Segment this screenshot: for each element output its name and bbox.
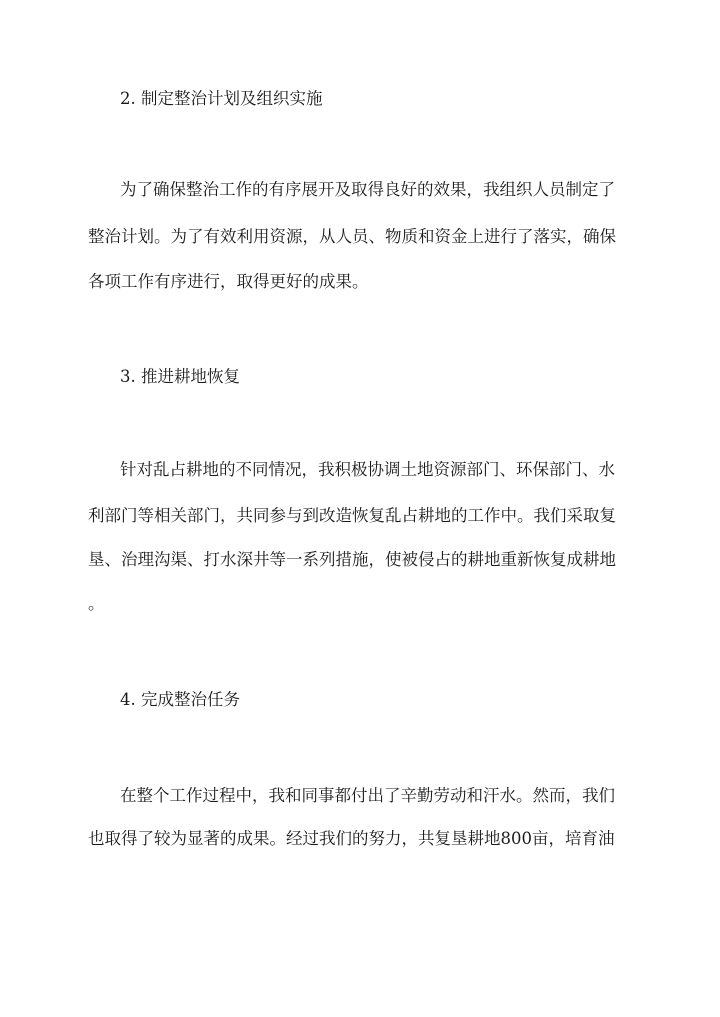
paragraph-line: 。 xyxy=(88,594,105,613)
paragraph-line: 利部门等相关部门，共同参与到改造恢复乱占耕地的工作中。我们采取复 xyxy=(88,506,616,525)
paragraph-line: 也取得了较为显著的成果。经过我们的努力，共复垦耕地800亩，培育油 xyxy=(88,829,615,848)
section-heading-4: 4. 完成整治任务 xyxy=(120,690,240,709)
paragraph-line: 垦、治理沟渠、打水深井等一系列措施，使被侵占的耕地重新恢复成耕地 xyxy=(88,550,616,569)
paragraph-line: 整治计划。为了有效利用资源，从人员、物质和资金上进行了落实，确保 xyxy=(88,227,616,246)
paragraph-line: 各项工作有序进行，取得更好的成果。 xyxy=(88,272,369,291)
paragraph-line: 针对乱占耕地的不同情况，我积极协调土地资源部门、环保部门、水 xyxy=(120,460,615,479)
section-heading-2: 2. 制定整治计划及组织实施 xyxy=(120,89,323,108)
paragraph-line: 为了确保整治工作的有序展开及取得良好的效果，我组织人员制定了 xyxy=(120,180,615,199)
paragraph-line: 在整个工作过程中，我和同事都付出了辛勤劳动和汗水。然而，我们 xyxy=(120,786,615,805)
section-heading-3: 3. 推进耕地恢复 xyxy=(120,367,240,386)
